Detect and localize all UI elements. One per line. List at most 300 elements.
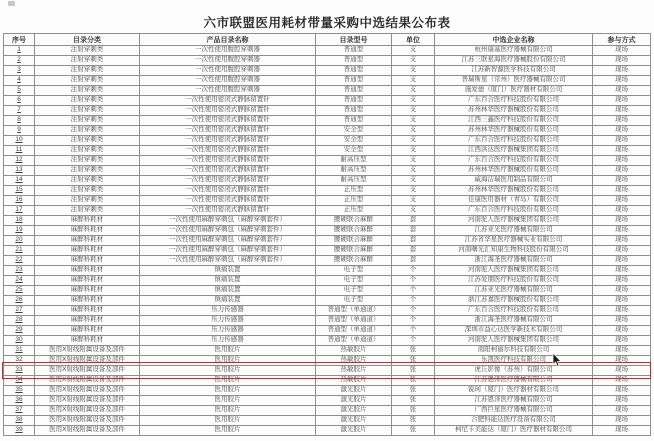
table-cell: 一次性使用密闭式静脉留置针 [140, 186, 316, 196]
table-cell: 南阳柯丽尔科技有限公司 [435, 346, 593, 356]
table-cell: 麻醉科耗材 [35, 306, 140, 316]
table-cell: 34 [4, 376, 35, 386]
table-row [4, 76, 651, 86]
table-row [4, 216, 651, 226]
column-header: 序号 [4, 34, 35, 46]
table-cell: 支 [392, 76, 435, 86]
table-cell: 电子型 [316, 286, 392, 296]
table-cell: 33 [4, 366, 35, 376]
table-row [4, 426, 651, 436]
table-cell: 20 [4, 236, 35, 246]
table-cell: 22 [4, 256, 35, 266]
table-cell: 一次性使用腹腔穿刺器 [140, 86, 316, 96]
table-cell: 注射穿刺类 [35, 156, 140, 166]
table-cell: 现场 [593, 46, 651, 56]
table-cell: 21 [4, 246, 35, 256]
table-cell: 16 [4, 196, 35, 206]
table-cell: 威海洁瑞医用制品有限公司 [435, 176, 593, 186]
table-row [4, 276, 651, 286]
table-cell: 耐高压型 [316, 166, 392, 176]
table-cell: 广东百合医疗科技股份有限公司 [435, 306, 593, 316]
table-cell: 乐凯医疗科技有限公司 [435, 356, 593, 366]
table-cell: 3 [4, 66, 35, 76]
table-cell: 现场 [593, 416, 651, 426]
table-cell: 注射穿刺类 [35, 46, 140, 56]
table-cell: 医用X射线附属设备及部件 [35, 376, 140, 386]
table-cell: 压力传感器 [140, 326, 316, 336]
table-row [4, 206, 651, 216]
table-cell: 腰硬联合麻醉 [316, 256, 392, 266]
table-cell: 支 [392, 196, 435, 206]
table-cell: 柯尼卡美能达（厦门）医疗器材有限公司 [435, 426, 593, 436]
table-cell: 26 [4, 296, 35, 306]
table-cell: 套 [392, 226, 435, 236]
table-cell: 电子型 [316, 276, 392, 286]
table-cell: 注射穿刺类 [35, 206, 140, 216]
table-row [4, 186, 651, 196]
table-cell: 支 [392, 66, 435, 76]
table-cell: 现场 [593, 186, 651, 196]
table-cell: 医用胶片 [140, 406, 316, 416]
table-cell: 腰硬联合麻醉 [316, 236, 392, 246]
column-header: 目录分类 [35, 34, 140, 46]
table-row [4, 396, 651, 406]
table-cell: 现场 [593, 216, 651, 226]
table-cell: 个 [392, 276, 435, 286]
table-cell: 医用X射线附属设备及部件 [35, 366, 140, 376]
table-cell: 医用X射线附属设备及部件 [35, 426, 140, 436]
table-cell: 一次性使用密闭式静脉留置针 [140, 166, 316, 176]
table-cell: 注射穿刺类 [35, 66, 140, 76]
table-cell: 套 [392, 246, 435, 256]
table-cell: 普通型（单通道） [316, 326, 392, 336]
table-cell: 麻醉科耗材 [35, 236, 140, 246]
table-cell: 麻醉科耗材 [35, 316, 140, 326]
table-cell: 支 [392, 176, 435, 186]
table-cell: 安全型 [316, 136, 392, 146]
table-cell: 31 [4, 346, 35, 356]
table-cell: 普通型 [316, 96, 392, 106]
table-cell: 现场 [593, 336, 651, 346]
table-cell: 注射穿刺类 [35, 56, 140, 66]
table-cell: 苏州林华医疗器械股份有限公司 [435, 186, 593, 196]
table-row [4, 316, 651, 326]
column-header: 目录型号 [316, 34, 392, 46]
table-cell: 套 [392, 216, 435, 226]
table-cell: 江苏三联星海医疗器械股份有限公司 [435, 56, 593, 66]
table-row [4, 376, 651, 386]
table-cell: 江西三鑫医疗科技股份有限公司 [435, 116, 593, 126]
table-cell: 27 [4, 306, 35, 316]
table-cell: 一次性使用腹腔穿刺器 [140, 66, 316, 76]
table-cell: 7 [4, 106, 35, 116]
table-cell: 现场 [593, 156, 651, 166]
table-cell: 浙江海圣医疗器械有限公司 [435, 256, 593, 266]
table-cell: 普瑞斯星（常州）医疗器械有限公司 [435, 76, 593, 86]
table-cell: 现场 [593, 326, 651, 336]
table-cell: 河南驼人医疗器械集团有限公司 [435, 266, 593, 276]
table-cell: 正压型 [316, 196, 392, 206]
table-cell: 现场 [593, 356, 651, 366]
table-cell: 麻醉科耗材 [35, 226, 140, 236]
table-cell: 激光胶片 [316, 396, 392, 406]
table-cell: 现场 [593, 96, 651, 106]
table-row [4, 156, 651, 166]
table-cell: 18 [4, 216, 35, 226]
table-cell: 苏州林华医疗器械股份有限公司 [435, 166, 593, 176]
table-cell: 现场 [593, 76, 651, 86]
table-cell: 普通型 [316, 76, 392, 86]
table-cell: 医用X射线附属设备及部件 [35, 406, 140, 416]
table-cell: 镇痛装置 [140, 266, 316, 276]
table-cell: 张 [392, 406, 435, 416]
results-thead [4, 34, 651, 46]
table-cell: 江苏亚光医疗器械有限公司 [435, 226, 593, 236]
table-cell: 一次性使用腹腔穿刺器 [140, 56, 316, 66]
table-cell: 个 [392, 286, 435, 296]
table-cell: 支 [392, 116, 435, 126]
table-cell: 38 [4, 416, 35, 426]
header-row [4, 34, 651, 46]
table-cell: 支 [392, 186, 435, 196]
table-cell: 医用X射线附属设备及部件 [35, 396, 140, 406]
table-cell: 苏州林华医疗器械股份有限公司 [435, 126, 593, 136]
table-cell: 佳康医用器材（青岛）有限公司 [435, 196, 593, 206]
table-cell: 35 [4, 386, 35, 396]
column-header: 单位 [392, 34, 435, 46]
table-cell: 激光胶片 [316, 386, 392, 396]
table-cell: 一次性使用密闭式静脉留置针 [140, 136, 316, 146]
table-cell: 注射穿刺类 [35, 116, 140, 126]
table-cell: 现场 [593, 256, 651, 266]
table-cell: 注射穿刺类 [35, 166, 140, 176]
table-row [4, 256, 651, 266]
table-cell: 普通型 [316, 66, 392, 76]
table-cell: 普通型（单通道） [316, 336, 392, 346]
table-cell: 19 [4, 226, 35, 236]
table-cell: 1 [4, 46, 35, 56]
table-cell: 医用胶片 [140, 386, 316, 396]
table-cell: 支 [392, 96, 435, 106]
table-cell: 张 [392, 416, 435, 426]
mouse-cursor-icon [552, 353, 563, 368]
table-cell: 8 [4, 116, 35, 126]
table-cell: 压力传感器 [140, 306, 316, 316]
table-row [4, 236, 651, 246]
table-cell: 4 [4, 76, 35, 86]
table-cell: 一次性使用麻醉穿刺包（麻醉穿刺套件） [140, 256, 316, 266]
table-cell: 一次性使用密闭式静脉留置针 [140, 96, 316, 106]
table-cell: 注射穿刺类 [35, 176, 140, 186]
table-cell: 张 [392, 366, 435, 376]
table-cell: 医用X射线附属设备及部件 [35, 356, 140, 366]
table-cell: 现场 [593, 376, 651, 386]
table-cell: 现场 [593, 366, 651, 376]
table-cell: 支 [392, 56, 435, 66]
table-cell: 锐珂（厦门）医疗器材有限公司 [435, 386, 593, 396]
table-cell: 23 [4, 266, 35, 276]
table-cell: 现场 [593, 206, 651, 216]
table-row [4, 86, 651, 96]
table-cell: 现场 [593, 316, 651, 326]
table-cell: 现场 [593, 146, 651, 156]
table-cell: 普通型（单通道） [316, 306, 392, 316]
table-cell: 现场 [593, 346, 651, 356]
table-cell: 28 [4, 316, 35, 326]
table-row [4, 326, 651, 336]
table-cell: 支 [392, 86, 435, 96]
table-cell: 江西洪达医疗器械集团有限公司 [435, 146, 593, 156]
table-cell: 热敏胶片 [316, 376, 392, 386]
table-row [4, 286, 651, 296]
table-cell: 一次性使用密闭式静脉留置针 [140, 146, 316, 156]
table-cell: 张 [392, 386, 435, 396]
table-cell: 正压型 [316, 206, 392, 216]
table-cell: 耐高压型 [316, 156, 392, 166]
table-row [4, 166, 651, 176]
table-cell: 36 [4, 396, 35, 406]
table-cell: 苏州林华医疗器械股份有限公司 [435, 106, 593, 116]
table-cell: 正压型 [316, 186, 392, 196]
table-cell: 医用胶片 [140, 396, 316, 406]
table-cell: 注射穿刺类 [35, 196, 140, 206]
table-cell: 电子型 [316, 266, 392, 276]
table-cell: 镇痛装置 [140, 286, 316, 296]
table-cell: 现场 [593, 86, 651, 96]
table-row [4, 406, 651, 416]
table-cell: 个 [392, 266, 435, 276]
table-cell: 13 [4, 166, 35, 176]
table-cell: 现场 [593, 166, 651, 176]
table-cell: 9 [4, 126, 35, 136]
table-row [4, 226, 651, 236]
table-cell: 现场 [593, 306, 651, 316]
table-cell: 医用X射线附属设备及部件 [35, 386, 140, 396]
table-cell: 一次性使用腹腔穿刺器 [140, 46, 316, 56]
table-cell: 现场 [593, 406, 651, 416]
table-cell: 张 [392, 346, 435, 356]
table-cell: 麻醉科耗材 [35, 216, 140, 226]
table-cell: 注射穿刺类 [35, 96, 140, 106]
table-cell: 江苏恩泽医疗器械有限公司 [435, 376, 593, 386]
table-cell: 14 [4, 176, 35, 186]
table-cell: 25 [4, 286, 35, 296]
table-cell: 江苏恩泽医疗器械有限公司 [435, 396, 593, 406]
table-cell: 施爱德（厦门）医疗器材有限公司 [435, 86, 593, 96]
table-cell: 现场 [593, 276, 651, 286]
table-cell: 一次性使用密闭式静脉留置针 [140, 106, 316, 116]
table-cell: 深圳市益心达医学新技术有限公司 [435, 326, 593, 336]
results-tbody [4, 46, 651, 436]
table-cell: 浙江苏嘉医疗器械股份有限公司 [435, 296, 593, 306]
table-row [4, 136, 651, 146]
table-cell: 一次性使用麻醉穿刺包（麻醉穿刺套件） [140, 246, 316, 256]
table-cell: 广东百合医疗科技股份有限公司 [435, 156, 593, 166]
table-cell: 5 [4, 86, 35, 96]
table-cell: 压力传感器 [140, 316, 316, 326]
table-cell: 医用X射线附属设备及部件 [35, 416, 140, 426]
table-cell: 医用胶片 [140, 356, 316, 366]
table-cell: 支 [392, 146, 435, 156]
table-cell: 普通型 [316, 106, 392, 116]
table-cell: 一次性使用密闭式静脉留置针 [140, 196, 316, 206]
table-cell: 广东百合医疗科技股份有限公司 [435, 96, 593, 106]
table-row [4, 116, 651, 126]
table-cell: 39 [4, 426, 35, 436]
table-cell: 注射穿刺类 [35, 76, 140, 86]
table-cell: 激光胶片 [316, 406, 392, 416]
table-cell: 镇痛装置 [140, 296, 316, 306]
results-table [3, 33, 651, 436]
table-cell: 套 [392, 256, 435, 266]
table-cell: 支 [392, 206, 435, 216]
table-cell: 麻醉科耗材 [35, 276, 140, 286]
column-header: 参与方式 [593, 34, 651, 46]
table-row [4, 106, 651, 116]
table-cell: 注射穿刺类 [35, 136, 140, 146]
table-cell: 现场 [593, 226, 651, 236]
table-cell: 现场 [593, 396, 651, 406]
table-cell: 安全型 [316, 146, 392, 156]
table-cell: 电子型 [316, 296, 392, 306]
table-row [4, 66, 651, 76]
table-row [4, 176, 651, 186]
table-cell: 11 [4, 146, 35, 156]
table-cell: 现场 [593, 56, 651, 66]
table-cell: 麻醉科耗材 [35, 336, 140, 346]
table-cell: 江苏新智源医学科技有限公司 [435, 66, 593, 76]
table-cell: 热敏胶片 [316, 356, 392, 366]
table-cell: 12 [4, 156, 35, 166]
table-cell: 注射穿刺类 [35, 86, 140, 96]
table-row [4, 296, 651, 306]
table-cell: 个 [392, 326, 435, 336]
table-cell: 现场 [593, 116, 651, 126]
table-cell: 17 [4, 206, 35, 216]
table-cell: 河南驼人医疗器械集团有限公司 [435, 336, 593, 346]
table-cell: 注射穿刺类 [35, 126, 140, 136]
table-cell: 腰硬联合麻醉 [316, 226, 392, 236]
scan-artifact [8, 1, 15, 6]
table-cell: 浙江海圣医疗器械有限公司 [435, 316, 593, 326]
table-cell: 一次性使用腹腔穿刺器 [140, 76, 316, 86]
table-cell: 普通型 [316, 56, 392, 66]
table-cell: 24 [4, 276, 35, 286]
table-cell: 现场 [593, 286, 651, 296]
table-row [4, 96, 651, 106]
table-cell: 一次性使用密闭式静脉留置针 [140, 156, 316, 166]
table-cell: 河南曙光汇知康生物科技股份有限公司 [435, 246, 593, 256]
table-cell: 6 [4, 96, 35, 106]
table-cell: 医用胶片 [140, 426, 316, 436]
table-row [4, 336, 651, 346]
table-cell: 普通型 [316, 116, 392, 126]
table-cell: 医用胶片 [140, 366, 316, 376]
table-row [4, 56, 651, 66]
table-cell: 麻醉科耗材 [35, 286, 140, 296]
table-cell: 支 [392, 166, 435, 176]
table-cell: 套 [392, 236, 435, 246]
table-cell: 虎丘影像（苏州）有限公司 [435, 366, 593, 376]
table-cell: 杭州康基医疗器械有限公司 [435, 46, 593, 56]
table-cell: 37 [4, 406, 35, 416]
table-cell: 现场 [593, 426, 651, 436]
table-cell: 河南驼人医疗器械集团有限公司 [435, 216, 593, 226]
table-cell: 现场 [593, 296, 651, 306]
table-cell: 注射穿刺类 [35, 146, 140, 156]
table-cell: 张 [392, 396, 435, 406]
table-cell: 普通型（单通道） [316, 316, 392, 326]
table-cell: 压力传感器 [140, 336, 316, 346]
table-cell: 腰硬联合麻醉 [316, 246, 392, 256]
table-cell: 现场 [593, 266, 651, 276]
table-cell: 医用X射线附属设备及部件 [35, 346, 140, 356]
table-cell: 个 [392, 306, 435, 316]
table-cell: 支 [392, 106, 435, 116]
table-cell: 一次性使用麻醉穿刺包（麻醉穿刺套件） [140, 216, 316, 226]
table-cell: 安全型 [316, 126, 392, 136]
table-cell: 张 [392, 426, 435, 436]
page-title: 六市联盟医用耗材带量采购中选结果公布表 [203, 16, 451, 30]
table-cell: 2 [4, 56, 35, 66]
column-header: 产品目录名称 [140, 34, 316, 46]
table-cell: 麻醉科耗材 [35, 256, 140, 266]
table-cell: 支 [392, 156, 435, 166]
table-cell: 江苏亚光医疗器械有限公司 [435, 286, 593, 296]
table-cell: 现场 [593, 66, 651, 76]
table-cell: 麻醉科耗材 [35, 296, 140, 306]
table-cell: 广东百合医疗科技股份有限公司 [435, 206, 593, 216]
table-cell: 广西巨星医疗器械有限公司 [435, 406, 593, 416]
table-row [4, 126, 651, 136]
table-cell: 激光胶片 [316, 426, 392, 436]
table-cell: 麻醉科耗材 [35, 326, 140, 336]
table-cell: 一次性使用密闭式静脉留置针 [140, 176, 316, 186]
table-cell: 广东百合医疗科技股份有限公司 [435, 136, 593, 146]
table-cell: 张 [392, 376, 435, 386]
table-cell: 个 [392, 316, 435, 326]
table-cell: 医用胶片 [140, 416, 316, 426]
table-cell: 29 [4, 326, 35, 336]
table-cell: 现场 [593, 196, 651, 206]
table-cell: 腰硬联合麻醉 [316, 216, 392, 226]
table-cell: 江苏爱朋医疗科技股份有限公司 [435, 276, 593, 286]
table-cell: 现场 [593, 236, 651, 246]
table-cell: 一次性使用密闭式静脉留置针 [140, 116, 316, 126]
table-cell: 支 [392, 46, 435, 56]
table-cell: 江苏省华星医疗器械实业有限公司 [435, 236, 593, 246]
table-cell: 医用胶片 [140, 376, 316, 386]
column-header: 中选企业名称 [435, 34, 593, 46]
table-cell: 支 [392, 126, 435, 136]
table-cell: 15 [4, 186, 35, 196]
table-cell: 一次性使用麻醉穿刺包（麻醉穿刺套件） [140, 226, 316, 236]
table-cell: 热敏胶片 [316, 346, 392, 356]
table-cell: 麻醉科耗材 [35, 246, 140, 256]
table-cell: 现场 [593, 136, 651, 146]
table-row [4, 146, 651, 156]
table-cell: 现场 [593, 126, 651, 136]
table-row [4, 416, 651, 426]
table-cell: 耐高压型 [316, 176, 392, 186]
table-row [4, 246, 651, 256]
table-cell: 麻醉科耗材 [35, 266, 140, 276]
table-cell: 注射穿刺类 [35, 186, 140, 196]
table-row [4, 386, 651, 396]
table-row [4, 306, 651, 316]
table-cell: 32 [4, 356, 35, 366]
table-cell: 现场 [593, 386, 651, 396]
